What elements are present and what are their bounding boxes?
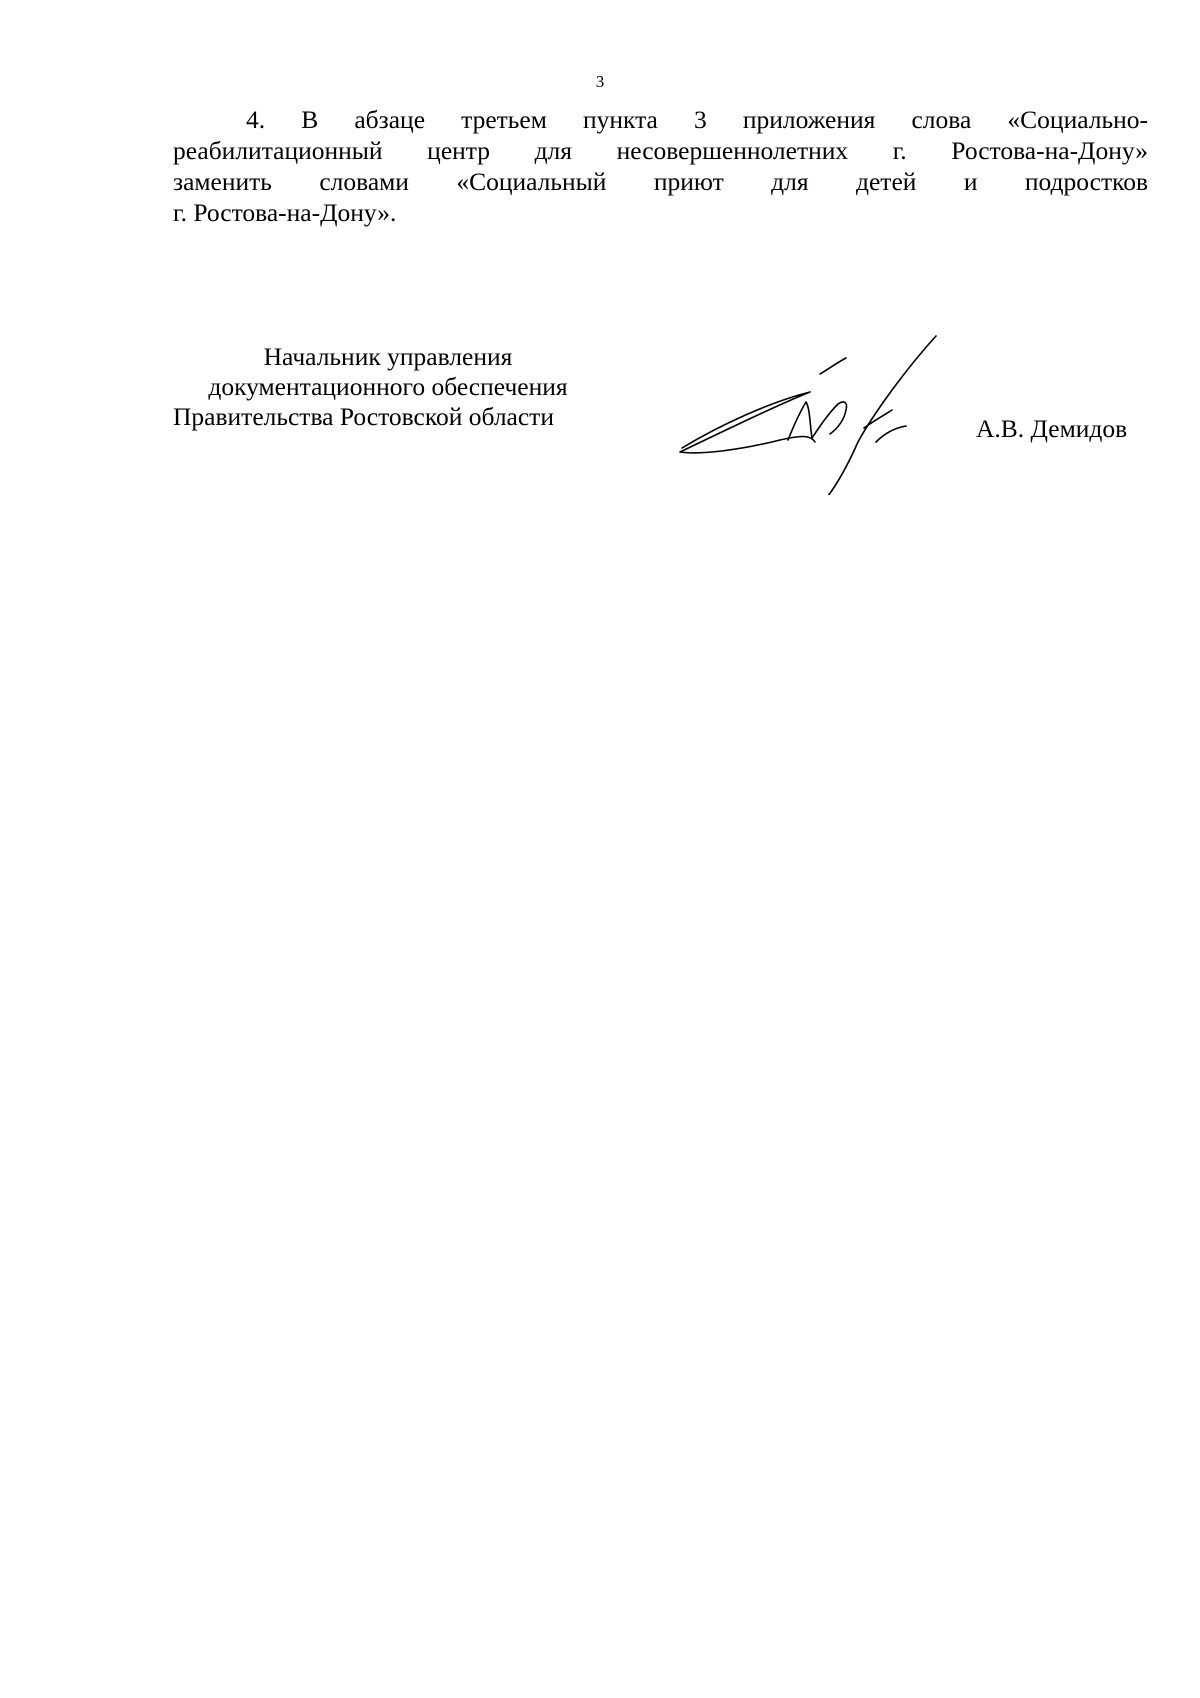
paragraph-line: заменить словами «Социальный приют для детей и подростков (173, 167, 1148, 196)
position-line: документационного обеспечения (208, 372, 568, 401)
paragraph-line: 4. В абзаце третьем пункта 3 приложения слова «Социально- (246, 105, 1148, 134)
signer-name: А.В. Демидов (976, 414, 1128, 443)
position-line: Начальник управления (263, 342, 513, 371)
paragraph-line: г. Ростова-на-Дону». (173, 198, 397, 227)
paragraph-line: реабилитационный центр для несовершеннолетних г. Ростова-на-Дону» (173, 136, 1148, 165)
signature-stroke (820, 358, 846, 374)
position-line: Правительства Ростовской области (173, 402, 554, 431)
signatory-position (173, 342, 603, 432)
amendment-paragraph (173, 104, 1148, 228)
page-number: 3 (595, 72, 605, 91)
handwritten-signature (660, 330, 950, 495)
signature-stroke (788, 402, 847, 440)
signature-stroke (876, 426, 906, 442)
